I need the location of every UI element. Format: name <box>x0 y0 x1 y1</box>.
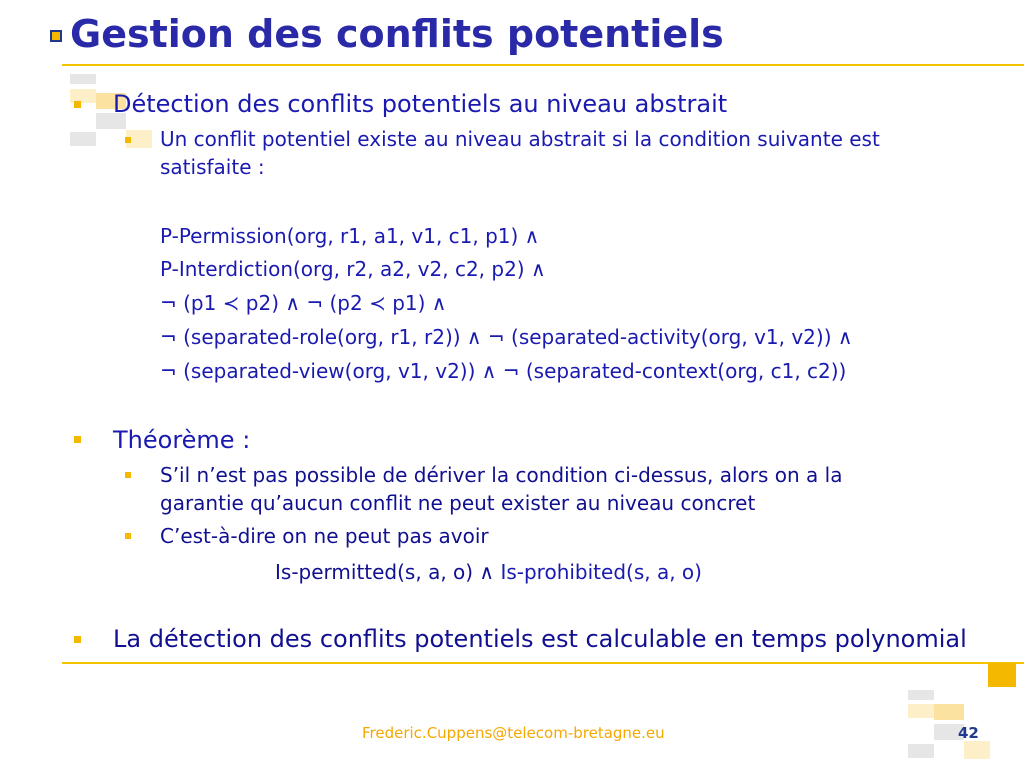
footer-divider <box>62 662 1024 664</box>
sub-bullet-icon <box>125 137 131 143</box>
sub-bullet-condition: Un conflit potentiel existe au niveau abstrait si la condition suivante est <box>160 127 880 151</box>
formula-part-2: Is-prohibited(s, a, o) <box>500 560 702 584</box>
sub-bullet-derivation-cont: garantie qu’aucun conflit ne peut exister au niveau concret <box>160 491 756 515</box>
bullet-detection: Détection des conflits potentiels au niveau abstrait <box>113 90 728 118</box>
sub-bullet-icon <box>125 472 131 478</box>
sub-bullet-cest-a-dire: C’est-à-dire on ne peut pas avoir <box>160 524 489 548</box>
sub-bullet-derivation: S’il n’est pas possible de dériver la condition ci-dessus, alors on a la <box>160 463 843 487</box>
formula-is-permitted <box>275 560 702 584</box>
formula-part-1: Is-permitted(s, a, o) ∧ <box>275 560 495 584</box>
sub-bullet-icon <box>125 533 131 539</box>
sub-bullet-condition-cont: satisfaite : <box>160 155 265 179</box>
title-divider <box>62 64 1024 66</box>
formula-line-4: ¬ (separated-role(org, r1, r2)) ∧ ¬ (separated-activity(org, v1, v2)) ∧ <box>160 325 853 349</box>
bullet-theorem: Théorème : <box>113 426 251 454</box>
slide-title: Gestion des conflits potentiels <box>70 12 724 56</box>
bullet-icon <box>74 636 81 643</box>
bullet-polynomial: La détection des conflits potentiels est calculable en temps polynomial <box>113 625 967 653</box>
formula-line-2: P-Interdiction(org, r2, a2, v2, c2, p2) ∧ <box>160 257 546 281</box>
bullet-icon <box>74 436 81 443</box>
page-number: 42 <box>958 724 979 742</box>
formula-line-5: ¬ (separated-view(org, v1, v2)) ∧ ¬ (separated-context(org, c1, c2)) <box>160 359 847 383</box>
formula-line-3: ¬ (p1 ≺ p2) ∧ ¬ (p2 ≺ p1) ∧ <box>160 291 447 315</box>
bullet-icon <box>74 101 81 108</box>
title-bullet-icon <box>50 30 62 42</box>
footer-email: Frederic.Cuppens@telecom-bretagne.eu <box>362 724 665 742</box>
formula-line-1: P-Permission(org, r1, a1, v1, c1, p1) ∧ <box>160 224 540 248</box>
